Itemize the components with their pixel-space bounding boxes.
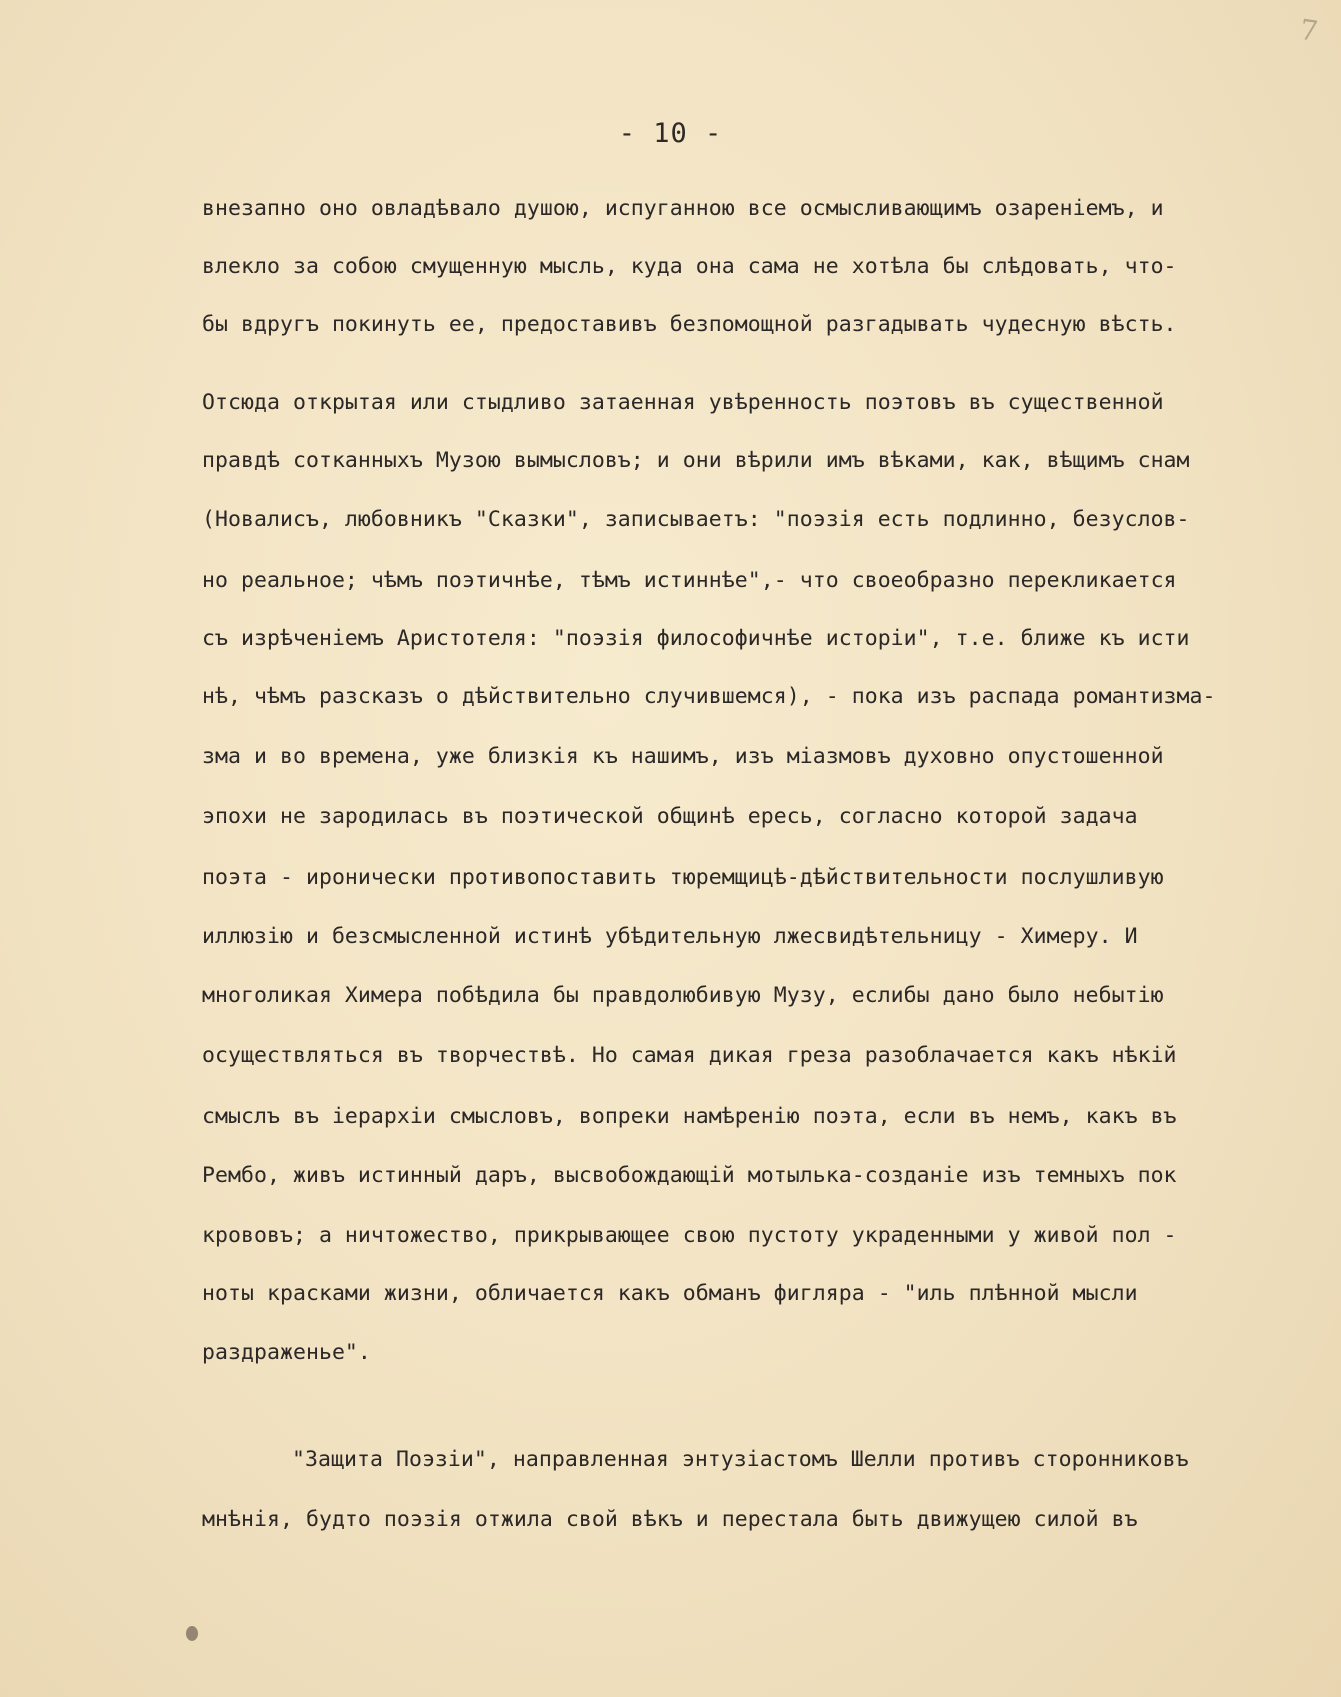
- text-line: съ изрѣченіемъ Аристотеля: "поэзія философичнѣе исторіи", т.е. ближе къ исти: [202, 626, 1190, 651]
- text-line: Рембо, живъ истинный даръ, высвобождающій мотылька-созданіе изъ темныхъ пок: [202, 1163, 1177, 1188]
- text-line: "Защита Поэзіи", направленная энтузіастомъ Шелли противъ сторонниковъ: [292, 1447, 1189, 1472]
- text-line: поэта - иронически противопоставить тюремщицѣ-дѣйствительности послушливую: [202, 865, 1164, 890]
- text-line: зма и во времена, уже близкія къ нашимъ, изъ міазмовъ духовно опустошенной: [202, 744, 1164, 769]
- text-line: правдѣ сотканныхъ Музою вымысловъ; и они вѣрили имъ вѣками, как, вѣщимъ снам: [202, 448, 1190, 473]
- text-line: Отсюда открытая или стыдливо затаенная увѣренность поэтовъ въ существенной: [202, 390, 1164, 415]
- text-line: влекло за собою смущенную мысль, куда она сама не хотѣла бы слѣдовать, что-: [202, 254, 1177, 279]
- page-number: - 10 -: [618, 118, 723, 149]
- text-line: ноты красками жизни, обличается какъ обманъ фигляра - "иль плѣнной мысли: [202, 1281, 1138, 1306]
- text-line: бы вдругъ покинуть ее, предоставивъ безпомощной разгадывать чудесную вѣсть.: [202, 312, 1177, 337]
- text-line: но реальное; чѣмъ поэтичнѣе, тѣмъ истиннѣе",- что своеобразно перекликается: [202, 568, 1177, 593]
- text-line: крововъ; а ничтожество, прикрывающее свою пустоту украденными у живой пол -: [202, 1223, 1177, 1248]
- text-line: внезапно оно овладѣвало душою, испуганною все осмысливающимъ озареніемъ, и: [202, 196, 1164, 221]
- text-line: (Новалисъ, любовникъ "Сказки", записываетъ: "поэзія есть подлинно, безуслов-: [202, 507, 1190, 532]
- text-line: раздраженье".: [202, 1340, 371, 1365]
- text-line: смыслъ въ іерархіи смысловъ, вопреки намѣренію поэта, если въ немъ, какъ въ: [202, 1104, 1177, 1129]
- archive-corner-number: 7: [1297, 12, 1321, 49]
- text-line: многоликая Химера побѣдила бы правдолюбивую Музу, еслибы дано было небытію: [202, 983, 1164, 1008]
- text-line: мнѣнія, будто поэзія отжила свой вѣкъ и перестала быть движущею силой въ: [202, 1507, 1138, 1532]
- text-line: нѣ, чѣмъ разсказъ о дѣйствительно случившемся), - пока изъ распада романтизма-: [202, 684, 1216, 709]
- text-line: эпохи не зародилась въ поэтической общинѣ ересь, согласно которой задача: [202, 804, 1138, 829]
- text-line: осуществляться въ творчествѣ. Но самая дикая греза разоблачается какъ нѣкій: [202, 1043, 1177, 1068]
- ink-spot: [186, 1626, 198, 1641]
- text-line: иллюзію и безсмысленной истинѣ убѣдительную лжесвидѣтельницу - Химеру. И: [202, 924, 1138, 949]
